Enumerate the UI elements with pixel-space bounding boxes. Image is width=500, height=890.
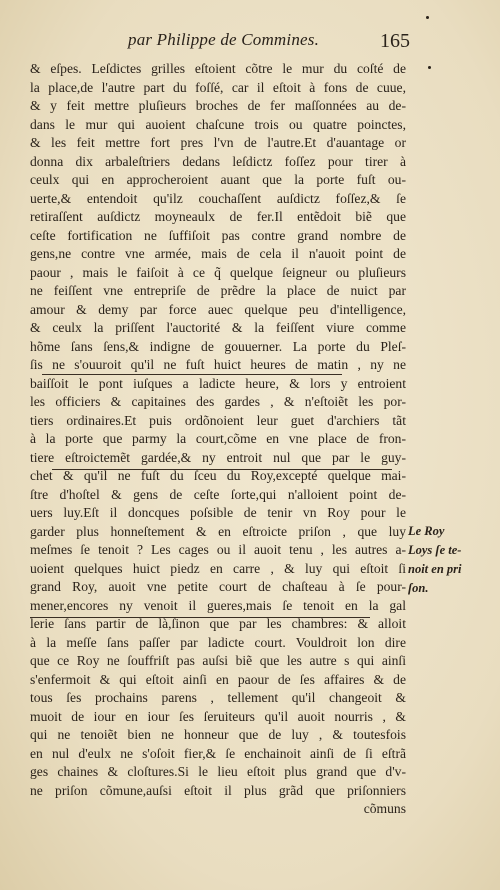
- text-line: paour , mais le faiſoit à ce q̃ quelque ſeigneur ou pluſieurs: [30, 264, 406, 280]
- text-line: & eſpes. Leſdictes grilles eſtoient cõtre le mur du coſté de: [30, 61, 406, 76]
- text-line: grand Roy, auoit vne petite court de chaſteau à ſe pour-: [30, 579, 406, 594]
- underline-mark: [30, 617, 370, 618]
- text-line: & y feit mettre pluſieurs broches de fer maſſonnées au de-: [30, 98, 406, 113]
- text-line: garder plus honneſtement & en eſtroicte priſon , que luy: [30, 523, 406, 539]
- underline-mark: [42, 374, 342, 375]
- text-line: muoit de iour en iour ſes ſeruiteurs qu'il auoit nourris , &: [30, 708, 406, 724]
- margin-note-line: Loys ſe te-: [408, 543, 462, 557]
- text-line: en nul d'eulx ne s'oſoit fier,& ſe enchainoit ainſi de ſi eſtrã: [30, 745, 406, 761]
- catchword: cõmuns: [363, 801, 406, 816]
- text-line: tiere eſtroictemẽt gardée,& ny entroit nul que par le guy-: [30, 449, 406, 465]
- text-line: les officiers & capitaines des gardes , & n'eſtoiẽt les por-: [30, 394, 406, 409]
- text-line: à la porte que parmy la court,cõme en vne place de fron-: [30, 431, 406, 446]
- text-line: ne feiſſent vne entrepriſe de prẽdre la place de nuict par: [30, 283, 406, 298]
- text-line: ſtre d'hoſtel & gens de ceſte ſorte,qui n'alloient point de-: [30, 486, 406, 502]
- text-line: uoient quelques huict piedz en carre , & luy qui eſtoit ſi: [30, 560, 406, 576]
- folio-number: 165: [380, 30, 410, 52]
- text-line: dans le mur qui auoient chaſcune trois ou quatre poinctes,: [30, 116, 406, 132]
- body-text: [30, 60, 406, 819]
- text-line: gens,ne contre vne armée, mais de cela il n'auoit point de: [30, 246, 406, 261]
- margin-note-line: Le Roy: [408, 524, 445, 538]
- text-line: lerie ſans partir de là,ſinon que par les chambres: & alloit: [30, 616, 406, 631]
- text-line: ceulx qui en approcheroient auant que la porte fuſt ou-: [30, 172, 406, 187]
- text-line: ges chaines & cloſtures.Si le lieu eſtoit plus grand que d'v-: [30, 764, 406, 779]
- margin-note-line: noit en pri: [408, 562, 462, 576]
- text-line: tiers ordinaires.Et puis ordõnoient leur guet d'archiers tãt: [30, 412, 406, 428]
- text-line: uers luy.Eſt il doncques poſsible de tenir vn Roy pour le: [30, 505, 406, 520]
- text-line: ceſte fortification ne ſuffiſoit pas contre grand nombre de: [30, 227, 406, 243]
- text-line: donna dix arbaleſtriers dedans leſdictz foſſez pour tirer à: [30, 153, 406, 169]
- text-line: qui ne tenoiẽt bien ne honneur que de luy , & toutesfois: [30, 727, 406, 742]
- text-line: chet & qu'il ne fuſt du ſceu du Roy,excepté quelque mai-: [30, 468, 406, 483]
- margin-note-line: ſon.: [408, 581, 429, 595]
- text-line: la place,de l'autre part du foſſé, car il eſtoit à fons de cuue,: [30, 79, 406, 95]
- underline-mark: [52, 469, 392, 470]
- text-line: tous ſes prochains parens , tellement qu'il changeoit &: [30, 690, 406, 705]
- margin-note: [408, 522, 498, 598]
- text-line: baiſſoit le pont iuſques a ladicte heure, & lors y entroient: [30, 375, 406, 391]
- text-line: ne priſon cõmune,auſsi eſtoit il plus grãd que priſonniers: [30, 782, 406, 798]
- text-line: s'enfermoit & qui eſtoit ainſi en paour de ſes affaires & de: [30, 671, 406, 687]
- text-line: amour & demy par force auec quelque peu d'intelligence,: [30, 301, 406, 317]
- ink-speck: [428, 66, 431, 69]
- text-line: à la meſſe ſans paſſer par ladicte court. Vouldroit lon dire: [30, 634, 406, 650]
- text-line: ſis ne s'ouuroit qu'il ne fuſt huict heures de matin , ny ne: [30, 357, 406, 372]
- ink-speck: [426, 16, 429, 19]
- text-line: que ce Roy ne ſouffriſt pas auſsi biẽ que les autre s qui ainſi: [30, 653, 406, 668]
- text-line: retiraſſent auſdictz moyneaulx de fer.Il entẽdoit biẽ que: [30, 209, 406, 224]
- text-line: & les feit mettre fort pres l'vn de l'autre.Et d'auantage or: [30, 135, 406, 150]
- text-line: meſmes ſe tenoit ? Les cages ou il auoit tenu , les autres a-: [30, 542, 406, 557]
- text-line: hõme ſans ſens,& indigne de gouuerner. La porte du Pleſ-: [30, 338, 406, 354]
- text-line: mener,encores ny venoit il gueres,mais ſe tenoit en la gal: [30, 597, 406, 613]
- text-line: uerte,& entendoit qu'ilz couchaſſent auſdictz foſſez,& ſe: [30, 190, 406, 206]
- text-line: & ceulx la priſſent l'auctorité & la feiſſent viure comme: [30, 320, 406, 335]
- running-title: par Philippe de Commines.: [128, 30, 320, 49]
